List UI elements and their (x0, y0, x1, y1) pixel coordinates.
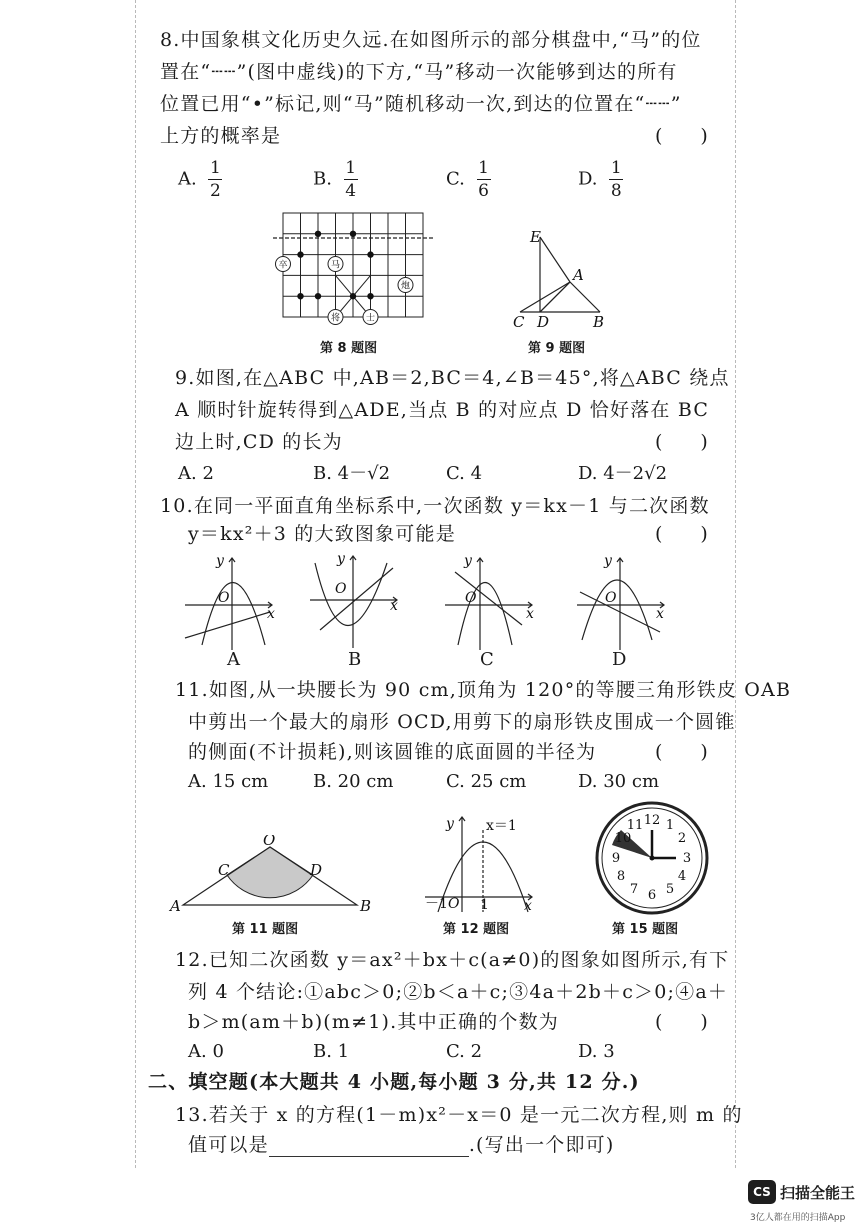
q8-option-c-num: 1 (478, 158, 489, 178)
q12-one-label: 1 (480, 897, 489, 913)
q8-option-d-num: 1 (610, 158, 622, 178)
q9-option-a: A. 2 (178, 463, 214, 484)
clock-6: 6 (647, 888, 657, 903)
q12-y-label: y (446, 816, 454, 832)
q8-answer-paren: ( ) (655, 125, 708, 147)
q13-prefix: 值可以是 (188, 1134, 269, 1156)
camscanner-tagline: 3亿人都在用的扫描App (750, 1213, 846, 1223)
q12-option-a: A. 0 (188, 1041, 224, 1062)
q13-suffix: .(写出一个即可) (468, 1134, 615, 1156)
q9-figure-caption: 第 9 题图 (528, 341, 586, 356)
q10-answer-paren: ( ) (655, 523, 708, 545)
left-margin-line (135, 0, 136, 1168)
q8-option-a-fraction (208, 158, 222, 201)
q8-chessboard-figure (268, 205, 438, 330)
q9-option-d: D. 4－2√2 (578, 463, 668, 484)
q12-answer-paren: ( ) (655, 1011, 708, 1033)
q12-neg-one-label: －1 (425, 896, 448, 912)
q8-option-d-fraction (609, 158, 623, 201)
clock-8: 8 (616, 869, 626, 884)
q8-option-c (446, 158, 491, 201)
q12-option-c: C. 2 (446, 1041, 483, 1062)
q10-graph-a-label: A (227, 649, 240, 670)
q12-axis-of-symmetry-label: x＝1 (486, 818, 517, 834)
q11-label-a: A (170, 897, 181, 915)
q11-label-d: D (310, 861, 323, 879)
q8-line-1: 8.中国象棋文化历史久远.在如图所示的部分棋盘中,“马”的位 (160, 29, 702, 51)
q10-a-x-label: x (267, 606, 275, 622)
q8-piece-ma-label: 马 (330, 260, 341, 271)
clock-5: 5 (665, 882, 675, 897)
q11-sector-figure (165, 835, 380, 915)
q10-graph-d-label: D (612, 649, 627, 670)
q11-figure-caption: 第 11 题图 (232, 922, 299, 937)
q9-label-b: B (593, 313, 605, 331)
clock-2: 2 (677, 831, 687, 846)
q8-option-b-den: 4 (345, 181, 357, 201)
q8-option-b-num: 1 (345, 158, 357, 178)
q8-option-d-letter: D. (578, 168, 598, 190)
q8-line-4: 上方的概率是 (160, 125, 282, 147)
camscanner-logo-icon: CS (748, 1180, 776, 1204)
q8-option-c-den: 6 (478, 181, 489, 201)
q8-option-b-fraction (344, 158, 358, 201)
q9-line-1: 9.如图,在△ABC 中,AB＝2,BC＝4,∠B＝45°,将△ABC 绕点 (175, 367, 730, 389)
clock-7: 7 (629, 882, 639, 897)
q15-figure-caption: 第 15 题图 (612, 922, 679, 937)
q10-b-y-label: y (337, 551, 345, 567)
q12-origin-label: O (448, 896, 460, 912)
q10-d-x-label: x (656, 606, 664, 622)
q10-c-x-label: x (526, 606, 534, 622)
q11-line-1: 11.如图,从一块腰长为 90 cm,顶角为 120°的等腰三角形铁皮 OAB (175, 679, 792, 701)
q8-option-a-den: 2 (210, 181, 221, 201)
q10-c-origin-label: O (465, 590, 477, 606)
q8-option-a-num: 1 (210, 158, 221, 178)
q11-label-c: C (218, 861, 230, 879)
q9-triangle-figure (505, 222, 620, 332)
camscanner-watermark (748, 1180, 858, 1226)
right-margin-line (735, 0, 736, 1168)
q8-piece-zu-label: 卒 (278, 260, 288, 271)
q8-line-2: 置在“┄┄”(图中虚线)的下方,“马”移动一次能够到达的所有 (160, 61, 678, 83)
q8-line-3: 位置已用“•”标记,则“马”随机移动一次,到达的位置在“┄┄” (160, 93, 682, 115)
q12-option-b: B. 1 (313, 1041, 350, 1062)
q8-option-d-den: 8 (610, 181, 622, 201)
q11-label-b: B (360, 897, 372, 915)
q10-d-origin-label: O (605, 590, 617, 606)
q8-piece-jiang-label: 将 (330, 313, 341, 324)
clock-11: 11 (626, 818, 644, 833)
q9-option-c: C. 4 (446, 463, 483, 484)
clock-12: 12 (643, 813, 661, 828)
q11-option-d: D. 30 cm (578, 771, 660, 792)
q12-line-1: 12.已知二次函数 y＝ax²＋bx＋c(a≠0)的图象如图所示,有下 (175, 949, 730, 971)
q11-label-o: O (263, 835, 276, 849)
q11-line-2: 中剪出一个最大的扇形 OCD,用剪下的扇形铁皮围成一个圆锥 (188, 711, 736, 733)
q15-clock-figure (594, 800, 710, 916)
q10-a-y-label: y (216, 553, 224, 569)
q10-line-2: y＝kx²＋3 的大致图象可能是 (188, 523, 456, 545)
q9-line-2: A 顺时针旋转得到△ADE,当点 B 的对应点 D 恰好落在 BC (175, 399, 710, 421)
q9-label-e: E (530, 228, 541, 246)
q9-option-b: B. 4－√2 (313, 463, 391, 484)
q8-piece-shi-label: 士 (365, 313, 376, 324)
q13-answer-blank[interactable] (269, 1138, 469, 1157)
q11-option-a: A. 15 cm (188, 771, 269, 792)
q8-piece-pao-label: 炮 (400, 281, 411, 292)
q11-line-3: 的侧面(不计损耗),则该圆锥的底面圆的半径为 (188, 741, 597, 763)
q13-line-1: 13.若关于 x 的方程(1－m)x²－x＝0 是一元二次方程,则 m 的 (175, 1104, 743, 1126)
q11-answer-paren: ( ) (655, 741, 708, 763)
q8-option-d (578, 158, 623, 201)
q8-option-a (178, 158, 222, 201)
q9-label-a: A (573, 266, 584, 284)
q12-line-3: b＞m(am＋b)(m≠1).其中正确的个数为 (188, 1011, 560, 1033)
q9-label-c: C (513, 313, 525, 331)
q12-figure-caption: 第 12 题图 (443, 922, 510, 937)
q10-d-y-label: y (604, 553, 612, 569)
q10-graph-b-label: B (348, 649, 362, 670)
clock-3: 3 (682, 851, 692, 866)
clock-9: 9 (611, 851, 621, 866)
q8-option-a-letter: A. (178, 168, 197, 190)
q12-parabola-figure (420, 812, 540, 916)
q9-answer-paren: ( ) (655, 431, 708, 453)
q10-c-y-label: y (464, 553, 472, 569)
q13-line-2 (188, 1133, 614, 1157)
q9-label-d: D (537, 313, 550, 331)
q8-option-b (313, 158, 358, 201)
section-2-title: 二、填空题(本大题共 4 小题,每小题 3 分,共 12 分.) (148, 1071, 640, 1093)
q12-x-label: x (524, 898, 532, 914)
q8-figure-caption: 第 8 题图 (320, 341, 378, 356)
clock-4: 4 (677, 869, 687, 884)
clock-10: 10 (614, 831, 632, 846)
camscanner-name: 扫描全能王 (780, 1184, 856, 1202)
q12-option-d: D. 3 (578, 1041, 615, 1062)
q8-option-c-fraction (477, 158, 491, 201)
q10-a-origin-label: O (218, 590, 230, 606)
q10-line-1: 10.在同一平面直角坐标系中,一次函数 y＝kx－1 与二次函数 (160, 495, 710, 517)
q11-option-c: C. 25 cm (446, 771, 527, 792)
clock-1: 1 (665, 818, 675, 833)
q12-line-2: 列 4 个结论:①abc＞0;②b＜a＋c;③4a＋2b＋c＞0;④a＋ (188, 981, 729, 1003)
q11-option-b: B. 20 cm (313, 771, 394, 792)
q9-line-3: 边上时,CD 的长为 (175, 431, 343, 453)
q10-b-origin-label: O (335, 581, 347, 597)
q10-graph-c-label: C (480, 649, 494, 670)
q10-b-x-label: x (390, 598, 398, 614)
q8-option-c-letter: C. (446, 168, 465, 190)
q8-option-b-letter: B. (313, 168, 332, 190)
